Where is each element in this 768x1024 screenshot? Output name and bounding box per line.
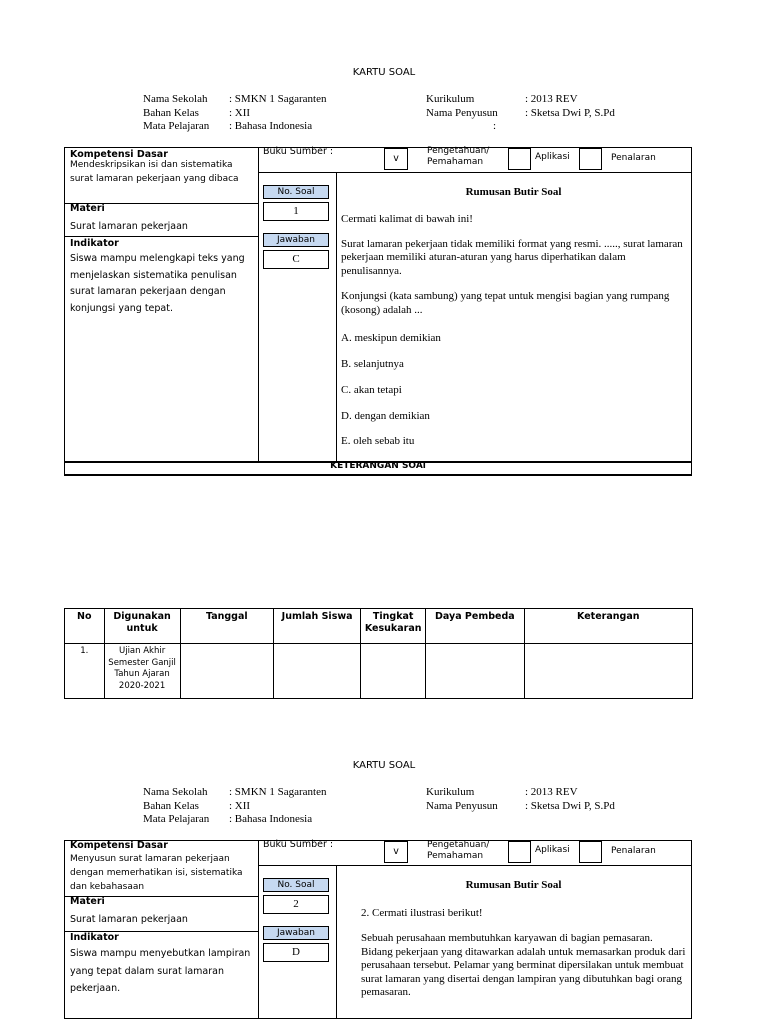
aplikasi-checkbox[interactable] [508,148,531,170]
info-value: : Sketsa Dwi P, S.Pd [525,799,615,812]
kompetensi-label: Kompetensi Dasar [70,149,168,160]
jawaban-label: Jawaban [263,926,329,940]
buku-sumber-label: Buku Sumber : [263,146,334,157]
option-a: A. meskipun demikian [341,332,441,344]
card1-info-values [229,93,326,134]
info-label: Nama Sekolah [143,93,208,105]
option-b: B. selanjutnya [341,358,404,370]
card2-info-labels [143,786,209,827]
card2-info-values [229,786,326,827]
header-digunakan: Digunakan untuk [104,609,180,644]
info-value: : Bahasa Indonesia [229,120,313,132]
pengetahuan-label: Pengetahuan/ Pemahaman [427,146,490,167]
info-value: : SMKN 1 Sagaranten [229,93,327,105]
card1-info-right-labels [426,93,498,120]
materi-label: Materi [70,203,105,214]
cell-no: 1. [65,644,105,699]
info-label: Nama Penyusun [426,799,498,812]
info-value: : Bahasa Indonesia [229,813,313,825]
info-label: Nama Sekolah [143,786,208,798]
card1-title: KARTU SOAL [352,67,416,78]
info-value: : 2013 REV [525,786,578,798]
header-tingkat-kesukaran: Tingkat Kesukaran [361,609,426,644]
info-label: Nama Penyusun [426,106,498,119]
card2-info-right-labels [426,786,498,813]
no-soal-value: 2 [263,895,329,914]
jawaban-label: Jawaban [263,233,329,247]
info-value: : XII [229,799,251,812]
cell-digunakan: Ujian Akhir Semester Ganjil Tahun Ajaran 2020-2021 [104,644,180,699]
question-line: Konjungsi (kata sambung) yang tepat untuk mengisi bagian yang rumpang (kosong) adalah ... [341,290,670,316]
penalaran-label: Penalaran [611,846,656,856]
cell-keterangan [524,644,692,699]
keterangan-soal-label: KETERANGAN SOAl [330,461,426,471]
table-row [65,644,693,699]
materi-text: Surat lamaran pekerjaan [70,914,188,925]
table-header-row [65,609,693,644]
info-label: Bahan Kelas [143,799,199,812]
info-value: : SMKN 1 Sagaranten [229,786,327,798]
question-line: Cermati kalimat di bawah ini! [341,213,473,225]
kompetensi-text: Mendeskripsikan isi dan sistematika surat lamaran pekerjaan yang dibaca [70,160,239,184]
info-label: Kurikulum [426,786,475,798]
aplikasi-label: Aplikasi [535,845,570,855]
indikator-text: Siswa mampu menyebutkan lampiran yang tepat dalam surat lamaran pekerjaan. [70,948,251,994]
card1-info-right-values [525,93,615,120]
info-value: : Sketsa Dwi P, S.Pd [525,106,615,119]
info-value: : 2013 REV [525,93,578,105]
indikator-text: Siswa mampu melengkapi teks yang menjelaskan sistematika penulisan surat lamaran pekerjaan dengan konjungsi yang tepat. [70,253,245,314]
materi-label: Materi [70,896,105,907]
question-line: 2. Cermati ilustrasi berikut! [361,907,483,919]
kompetensi-text: Menyusun surat lamaran pekerjaan dengan memerhatikan isi, sistematika dan kebahasaan [70,854,243,892]
penalaran-checkbox[interactable] [579,841,602,863]
buku-sumber-label: Buku Sumber : [263,839,334,850]
indikator-label: Indikator [70,238,119,249]
card2-title: KARTU SOAL [352,760,416,771]
pengetahuan-checkbox[interactable] [384,841,408,863]
no-soal-label: No. Soal [263,185,329,199]
aplikasi-checkbox[interactable] [508,841,531,863]
jawaban-value: C [263,250,329,269]
info-label: Bahan Kelas [143,106,199,119]
question-line: Sebuah perusahaan membutuhkan karyawan di bagian pemasaran. Bidang pekerjaan yang ditawarkan adalah untuk memasarkan produk dari perusahaan tersebut. Pelamar yang berminat dipersilakan untuk membuat surat lamaran yang disertai dengan lampiran yang dibutuhkan bagi orang pemasaran. [361,932,686,998]
penalaran-label: Penalaran [611,153,656,163]
cell-daya-pembeda [426,644,524,699]
option-d: D. dengan demikian [341,410,430,422]
info-label: Mata Pelajaran [143,120,210,132]
cell-tanggal [180,644,273,699]
question-body [341,213,686,317]
info-label: Mata Pelajaran [143,813,210,825]
info-label: Kurikulum [426,93,475,105]
rumusan-title: Rumusan Butir Soal [465,879,562,891]
cell-tingkat-kesukaran [361,644,426,699]
pengetahuan-checkbox[interactable] [384,148,408,170]
card2-info-right-values [525,786,615,813]
header-jumlah-siswa: Jumlah Siswa [273,609,360,644]
no-soal-label: No. Soal [263,878,329,892]
aplikasi-label: Aplikasi [535,152,570,162]
cell-jumlah-siswa [273,644,360,699]
rumusan-title: Rumusan Butir Soal [465,186,562,198]
kompetensi-label: Kompetensi Dasar [70,840,168,851]
option-c: C. akan tetapi [341,384,402,396]
header-keterangan: Keterangan [524,609,692,644]
check-mark: v [393,153,399,164]
header-tanggal: Tanggal [180,609,273,644]
materi-text: Surat lamaran pekerjaan [70,221,188,232]
info-value: : [493,120,497,132]
option-e: E. oleh sebab itu [341,435,415,447]
header-no: No [65,609,105,644]
question-line: Surat lamaran pekerjaan tidak memiliki format yang resmi. ....., surat lamaran pekerjaan memiliki aturan-aturan yang harus diperhatikan dalam penulisannya. [341,237,683,277]
usage-table [64,608,693,699]
indikator-label: Indikator [70,932,119,943]
no-soal-value: 1 [263,202,329,221]
jawaban-value: D [263,943,329,962]
check-mark: v [393,846,399,857]
header-daya-pembeda: Daya Pembeda [426,609,524,644]
info-value: : XII [229,106,251,119]
pengetahuan-label: Pengetahuan/ Pemahaman [427,840,490,861]
penalaran-checkbox[interactable] [579,148,602,170]
card1-info-labels [143,93,209,134]
